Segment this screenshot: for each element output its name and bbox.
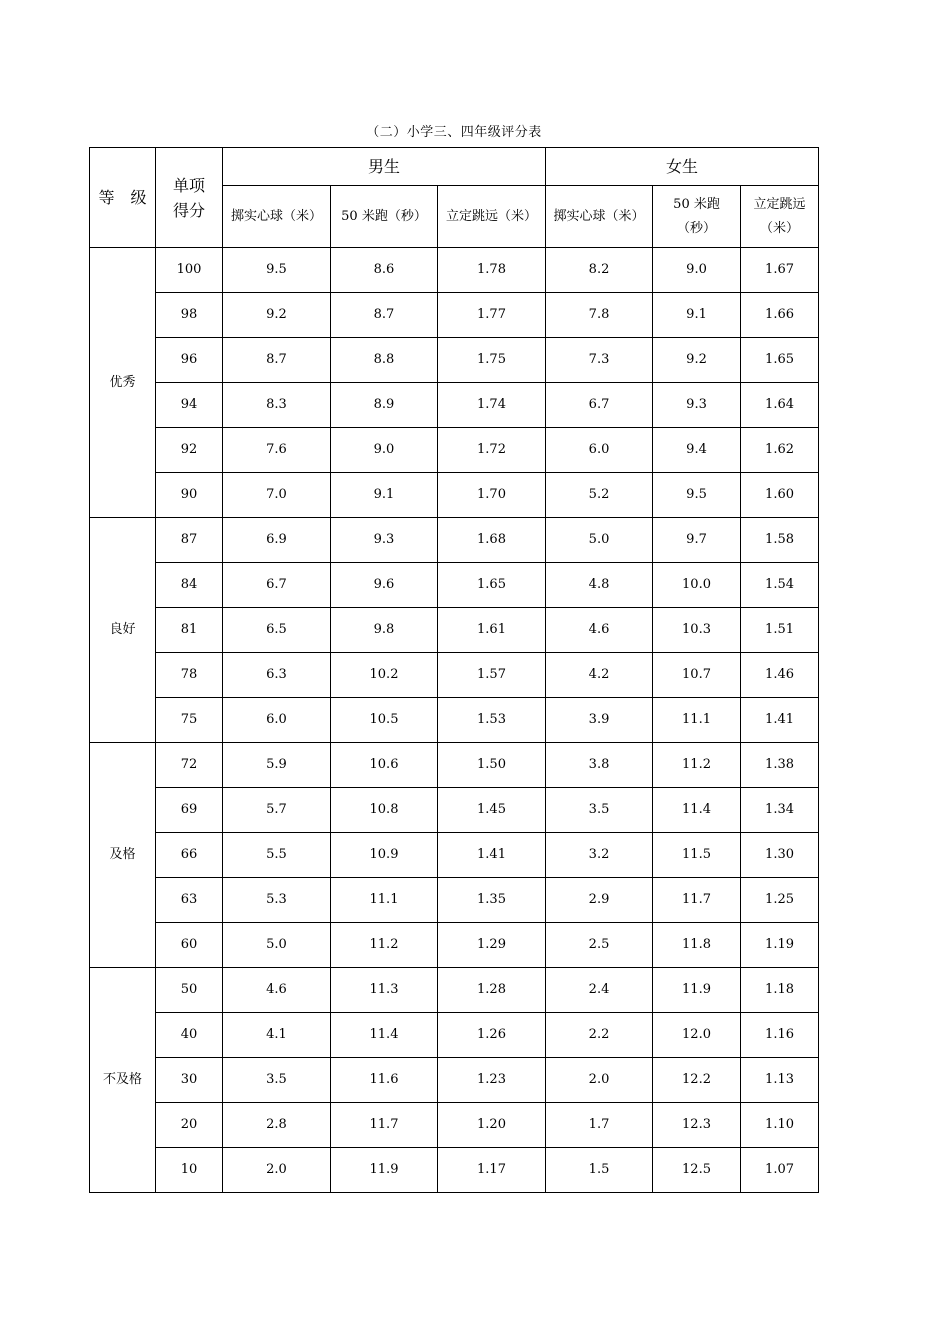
table-row — [90, 1103, 819, 1148]
girls-col-jump — [741, 186, 819, 248]
grade-label: 优秀 — [90, 248, 156, 518]
girls-run-cell: 11.7 — [653, 878, 741, 923]
girls-jump-cell: 1.19 — [741, 923, 819, 968]
boys-jump-cell: 1.53 — [438, 698, 546, 743]
boys-run-cell: 11.6 — [331, 1058, 438, 1103]
boys-run-cell: 9.1 — [331, 473, 438, 518]
boys-throw-cell: 6.5 — [223, 608, 331, 653]
boys-throw-cell: 5.0 — [223, 923, 331, 968]
table-row — [90, 293, 819, 338]
score-cell: 10 — [156, 1148, 223, 1193]
boys-jump-cell: 1.74 — [438, 383, 546, 428]
girls-throw-cell: 7.3 — [546, 338, 653, 383]
boys-run-cell: 8.8 — [331, 338, 438, 383]
boys-throw-cell: 3.5 — [223, 1058, 331, 1103]
girls-jump-cell: 1.25 — [741, 878, 819, 923]
boys-throw-cell: 6.0 — [223, 698, 331, 743]
boys-run-cell: 11.4 — [331, 1013, 438, 1058]
girls-header: 女生 — [546, 148, 819, 186]
girls-jump-cell: 1.18 — [741, 968, 819, 1013]
score-cell: 75 — [156, 698, 223, 743]
boys-throw-cell: 4.1 — [223, 1013, 331, 1058]
girls-jump-cell: 1.13 — [741, 1058, 819, 1103]
boys-jump-cell: 1.70 — [438, 473, 546, 518]
boys-run-cell: 9.8 — [331, 608, 438, 653]
boys-throw-cell: 7.6 — [223, 428, 331, 473]
girls-run-cell: 11.2 — [653, 743, 741, 788]
boys-jump-cell: 1.20 — [438, 1103, 546, 1148]
girls-throw-cell: 6.0 — [546, 428, 653, 473]
table-row — [90, 923, 819, 968]
girls-jump-cell: 1.10 — [741, 1103, 819, 1148]
table-row — [90, 1148, 819, 1193]
boys-throw-cell: 6.7 — [223, 563, 331, 608]
girls-run-cell: 11.9 — [653, 968, 741, 1013]
girls-run-cell: 12.0 — [653, 1013, 741, 1058]
table-row — [90, 968, 819, 1013]
girls-throw-cell: 2.9 — [546, 878, 653, 923]
boys-throw-cell: 9.2 — [223, 293, 331, 338]
boys-throw-cell: 5.7 — [223, 788, 331, 833]
table-row — [90, 518, 819, 563]
boys-run-cell: 9.6 — [331, 563, 438, 608]
girls-throw-cell: 1.5 — [546, 1148, 653, 1193]
boys-run-cell: 11.1 — [331, 878, 438, 923]
girls-run-cell: 9.4 — [653, 428, 741, 473]
girls-jump-cell: 1.66 — [741, 293, 819, 338]
score-cell: 60 — [156, 923, 223, 968]
girls-jump-cell: 1.67 — [741, 248, 819, 293]
boys-throw-cell: 5.3 — [223, 878, 331, 923]
boys-throw-cell: 5.9 — [223, 743, 331, 788]
score-cell: 84 — [156, 563, 223, 608]
boys-throw-cell: 9.5 — [223, 248, 331, 293]
girls-jump-cell: 1.51 — [741, 608, 819, 653]
girls-throw-cell: 3.9 — [546, 698, 653, 743]
table-row — [90, 563, 819, 608]
girls-run-cell: 11.5 — [653, 833, 741, 878]
boys-throw-cell: 6.3 — [223, 653, 331, 698]
girls-throw-cell: 3.5 — [546, 788, 653, 833]
score-cell: 81 — [156, 608, 223, 653]
boys-throw-cell: 7.0 — [223, 473, 331, 518]
boys-jump-cell: 1.23 — [438, 1058, 546, 1103]
boys-throw-cell: 4.6 — [223, 968, 331, 1013]
girls-jump-cell: 1.16 — [741, 1013, 819, 1058]
girls-jump-cell: 1.58 — [741, 518, 819, 563]
girls-throw-cell: 7.8 — [546, 293, 653, 338]
girls-run-cell: 9.2 — [653, 338, 741, 383]
grade-label: 良好 — [90, 518, 156, 743]
table-row — [90, 743, 819, 788]
girls-jump-cell: 1.64 — [741, 383, 819, 428]
girls-throw-cell: 4.8 — [546, 563, 653, 608]
boys-run-cell: 9.3 — [331, 518, 438, 563]
score-cell: 69 — [156, 788, 223, 833]
table-row — [90, 878, 819, 923]
score-cell: 90 — [156, 473, 223, 518]
girls-jump-cell: 1.60 — [741, 473, 819, 518]
girls-throw-cell: 8.2 — [546, 248, 653, 293]
boys-throw-cell: 5.5 — [223, 833, 331, 878]
girls-run-cell: 9.3 — [653, 383, 741, 428]
girls-run-cell: 12.3 — [653, 1103, 741, 1148]
girls-throw-cell: 3.8 — [546, 743, 653, 788]
table-row — [90, 698, 819, 743]
grade-header-char-1: 等 — [98, 187, 115, 207]
score-cell: 100 — [156, 248, 223, 293]
table-title: （二）小学三、四年级评分表 — [366, 125, 542, 140]
girls-jump-cell: 1.07 — [741, 1148, 819, 1193]
girls-jump-cell: 1.38 — [741, 743, 819, 788]
boys-jump-cell: 1.35 — [438, 878, 546, 923]
boys-throw-cell: 2.8 — [223, 1103, 331, 1148]
boys-jump-cell: 1.72 — [438, 428, 546, 473]
boys-jump-cell: 1.17 — [438, 1148, 546, 1193]
boys-header: 男生 — [223, 148, 546, 186]
table-row — [90, 608, 819, 653]
girls-throw-cell: 2.2 — [546, 1013, 653, 1058]
girls-run-cell: 9.1 — [653, 293, 741, 338]
score-header — [156, 148, 223, 248]
girls-throw-cell: 6.7 — [546, 383, 653, 428]
boys-run-cell: 10.5 — [331, 698, 438, 743]
table-row — [90, 653, 819, 698]
boys-run-cell: 8.7 — [331, 293, 438, 338]
score-cell: 30 — [156, 1058, 223, 1103]
boys-jump-cell: 1.26 — [438, 1013, 546, 1058]
score-cell: 50 — [156, 968, 223, 1013]
girls-throw-cell: 5.0 — [546, 518, 653, 563]
table-row — [90, 338, 819, 383]
girls-run-cell: 9.0 — [653, 248, 741, 293]
score-cell: 66 — [156, 833, 223, 878]
girls-throw-cell: 2.4 — [546, 968, 653, 1013]
girls-run-cell: 9.7 — [653, 518, 741, 563]
girls-jump-cell: 1.34 — [741, 788, 819, 833]
girls-run-cell: 10.0 — [653, 563, 741, 608]
grade-header-char-2: 级 — [130, 187, 147, 207]
girls-run-cell: 12.2 — [653, 1058, 741, 1103]
score-cell: 87 — [156, 518, 223, 563]
table-row — [90, 248, 819, 293]
girls-run-cell: 11.4 — [653, 788, 741, 833]
boys-col-run: 50 米跑（秒） — [331, 186, 438, 248]
score-cell: 94 — [156, 383, 223, 428]
score-cell: 63 — [156, 878, 223, 923]
girls-col-throw: 掷实心球（米） — [546, 186, 653, 248]
boys-throw-cell: 6.9 — [223, 518, 331, 563]
score-cell: 20 — [156, 1103, 223, 1148]
girls-throw-cell: 5.2 — [546, 473, 653, 518]
score-cell: 98 — [156, 293, 223, 338]
table-row — [90, 1013, 819, 1058]
boys-run-cell: 11.7 — [331, 1103, 438, 1148]
header-row-top — [90, 148, 819, 186]
grade-header — [90, 148, 156, 248]
grade-label: 及格 — [90, 743, 156, 968]
score-cell: 78 — [156, 653, 223, 698]
girls-jump-cell: 1.54 — [741, 563, 819, 608]
boys-run-cell: 11.2 — [331, 923, 438, 968]
girls-jump-cell: 1.41 — [741, 698, 819, 743]
boys-throw-cell: 8.7 — [223, 338, 331, 383]
girls-jump-cell: 1.30 — [741, 833, 819, 878]
boys-run-cell: 10.9 — [331, 833, 438, 878]
girls-throw-cell: 4.6 — [546, 608, 653, 653]
boys-col-jump: 立定跳远（米） — [438, 186, 546, 248]
boys-run-cell: 11.9 — [331, 1148, 438, 1193]
score-cell: 40 — [156, 1013, 223, 1058]
grade-label: 不及格 — [90, 968, 156, 1193]
boys-run-cell: 8.6 — [331, 248, 438, 293]
table-row — [90, 473, 819, 518]
girls-throw-cell: 1.7 — [546, 1103, 653, 1148]
girls-run-cell: 12.5 — [653, 1148, 741, 1193]
boys-throw-cell: 8.3 — [223, 383, 331, 428]
girls-run-cell: 10.7 — [653, 653, 741, 698]
boys-jump-cell: 1.75 — [438, 338, 546, 383]
boys-throw-cell: 2.0 — [223, 1148, 331, 1193]
girls-run-cell: 11.8 — [653, 923, 741, 968]
girls-throw-cell: 3.2 — [546, 833, 653, 878]
girls-run-cell: 9.5 — [653, 473, 741, 518]
boys-jump-cell: 1.65 — [438, 563, 546, 608]
table-body — [90, 248, 819, 1193]
girls-jump-cell: 1.46 — [741, 653, 819, 698]
boys-jump-cell: 1.45 — [438, 788, 546, 833]
table-row — [90, 1058, 819, 1103]
boys-run-cell: 10.8 — [331, 788, 438, 833]
girls-throw-cell: 4.2 — [546, 653, 653, 698]
score-cell: 72 — [156, 743, 223, 788]
girls-col-jump-text: 立定跳远（米） — [753, 196, 806, 236]
boys-run-cell: 10.6 — [331, 743, 438, 788]
boys-jump-cell: 1.50 — [438, 743, 546, 788]
girls-col-run-text: 50 米跑（秒） — [673, 196, 720, 236]
score-cell: 96 — [156, 338, 223, 383]
table-row — [90, 428, 819, 473]
table-row — [90, 383, 819, 428]
girls-col-run — [653, 186, 741, 248]
boys-run-cell: 10.2 — [331, 653, 438, 698]
boys-run-cell: 11.3 — [331, 968, 438, 1013]
score-cell: 92 — [156, 428, 223, 473]
boys-run-cell: 8.9 — [331, 383, 438, 428]
boys-jump-cell: 1.29 — [438, 923, 546, 968]
boys-jump-cell: 1.77 — [438, 293, 546, 338]
table-row — [90, 833, 819, 878]
girls-throw-cell: 2.5 — [546, 923, 653, 968]
girls-jump-cell: 1.65 — [741, 338, 819, 383]
girls-jump-cell: 1.62 — [741, 428, 819, 473]
girls-run-cell: 11.1 — [653, 698, 741, 743]
girls-throw-cell: 2.0 — [546, 1058, 653, 1103]
boys-jump-cell: 1.68 — [438, 518, 546, 563]
boys-jump-cell: 1.78 — [438, 248, 546, 293]
boys-jump-cell: 1.57 — [438, 653, 546, 698]
table-row — [90, 788, 819, 833]
boys-jump-cell: 1.61 — [438, 608, 546, 653]
boys-jump-cell: 1.28 — [438, 968, 546, 1013]
boys-col-throw: 掷实心球（米） — [223, 186, 331, 248]
boys-jump-cell: 1.41 — [438, 833, 546, 878]
boys-run-cell: 9.0 — [331, 428, 438, 473]
girls-run-cell: 10.3 — [653, 608, 741, 653]
score-table — [89, 147, 819, 1193]
score-header-text: 单项得分 — [172, 175, 205, 220]
